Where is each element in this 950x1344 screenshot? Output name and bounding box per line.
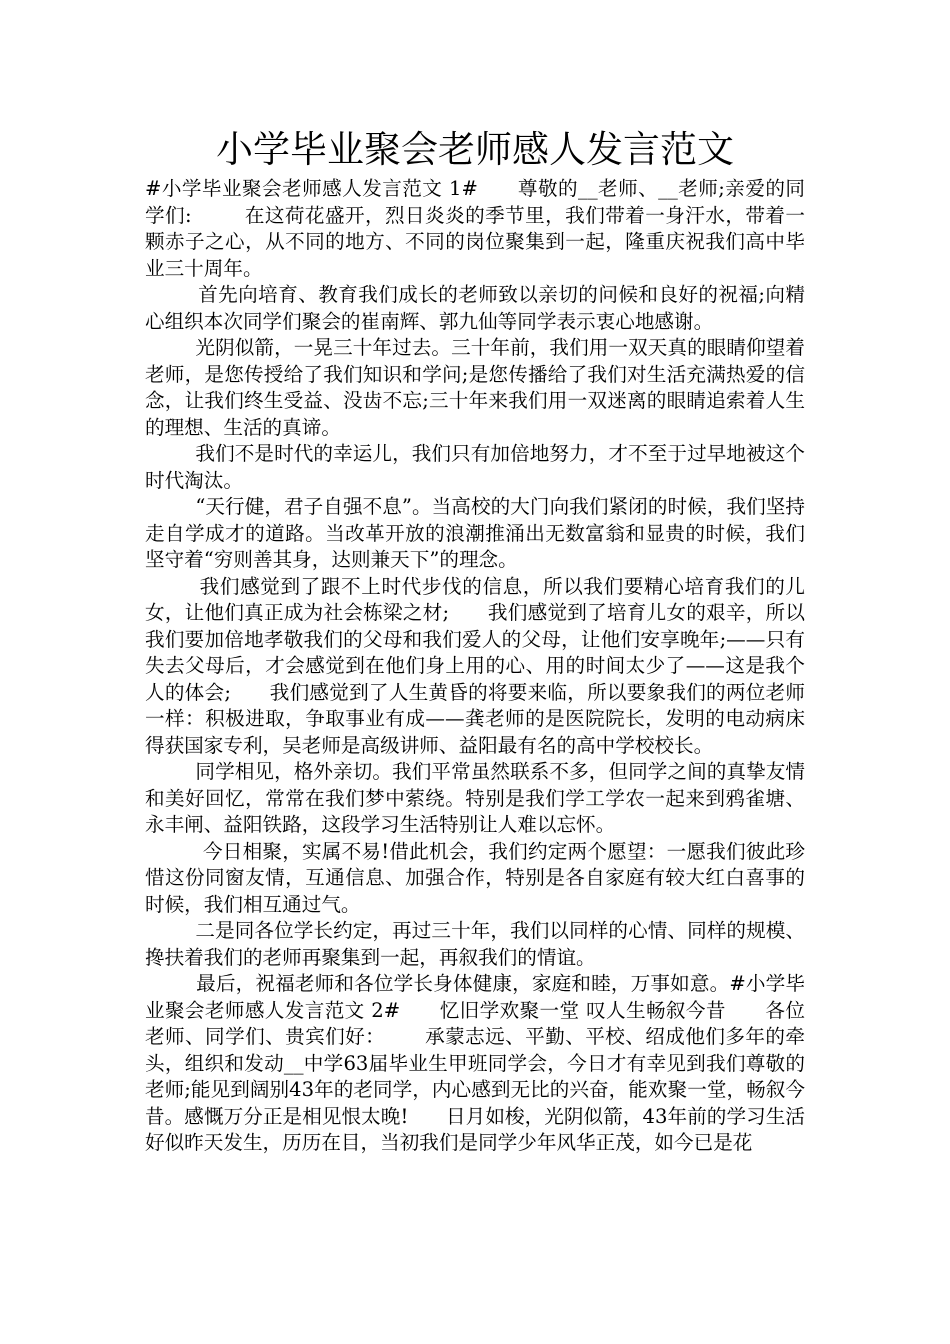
paragraph-3: 光阴似箭，一晃三十年过去。三十年前，我们用一双天真的眼睛仰望着老师，是您传授给了我们知识和学问;是您传播给了我们对生活充满热爱的信念，让我们终生受益、没齿不忘;三十年来我们用一双迷离的眼睛追索着人生的理想、生活的真谛。 [145,336,806,439]
document-body [145,176,805,1157]
paragraph-9: 二是同各位学长约定，再过三十年，我们以同样的心情、同样的规模、搀扶着我们的老师再聚集到一起，再叙我们的情谊。 [145,919,806,969]
paragraph-6: 我们感觉到了跟不上时代步伐的信息，所以我们要精心培育我们的儿女，让他们真正成为社会栋梁之材; 我们感觉到了培育儿女的艰辛，所以我们要加倍地孝敬我们的父母和我们爱人的父母，让他们安享晚年;——只有失去父母后，才会感觉到在他们身上用的心、用的时间太少了——这是我个人的体会; 我们感觉到了人生黄昏的将要来临，所以要象我们的两位老师一样：积极进取，争取事业有成——龚老师的是医院院长，发明的电动病床得获国家专利，吴老师是高级讲师、益阳最有名的高中学校校长。 [145,574,806,757]
document-title: 小学毕业聚会老师感人发言范文 [216,128,734,171]
paragraph-10: 最后，祝福老师和各位学长身体健康，家庭和睦，万事如意。#小学毕业聚会老师感人发言范文 2# 忆旧学欢聚一堂 叹人生畅叙今昔 各位老师、同学们、贵宾们好： 承蒙志远、平勤、平校、绍成他们多年的牵头，组织和发动__中学63届毕业生甲班同学会，今日才有幸见到我们尊敬的老师;能见到阔别43年的老同学，内心感到无比的兴奋，能欢聚一堂，畅叙今昔。感慨万分正是相见恨太晚! 日月如梭，光阴似箭，43年前的学习生活好似昨天发生，历历在目，当初我们是同学少年风华正茂，如今已是花 [145,972,805,1154]
paragraph-5: “天行健，君子自强不息”。当高校的大门向我们紧闭的时候，我们坚持走自学成才的道路。当改革开放的浪潮推涌出无数富翁和显贵的时候，我们坚守着“穷则善其身，达则兼天下”的理念。 [145,495,805,571]
paragraph-2: 首先向培育、教育我们成长的老师致以亲切的问候和良好的祝福;向精心组织本次同学们聚会的崔南辉、郭九仙等同学表示衷心地感谢。 [145,283,806,333]
paragraph-1: #小学毕业聚会老师感人发言范文 1# 尊敬的__老师、__老师;亲爱的同学们: 在这荷花盛开，烈日炎炎的季节里，我们带着一身汗水，带着一颗赤子之心，从不同的地方、不同的岗位聚集到一起，隆重庆祝我们高中毕业三十周年。 [145,177,805,280]
paragraph-8: 今日相聚，实属不易!借此机会，我们约定两个愿望：一愿我们彼此珍惜这份同窗友情，互通信息、加强合作，特别是各自家庭有较大红白喜事的时候，我们相互通过气。 [145,839,806,916]
paragraph-7: 同学相见，格外亲切。我们平常虽然联系不多，但同学之间的真挚友情和美好回忆，常常在我们梦中萦绕。特别是我们学工学农一起来到鸦雀塘、永丰闸、益阳铁路，这段学习生活特别让人难以忘怀。 [145,760,806,836]
paragraph-4: 我们不是时代的幸运儿，我们只有加倍地努力，才不至于过早地被这个时代淘汰。 [145,442,806,492]
